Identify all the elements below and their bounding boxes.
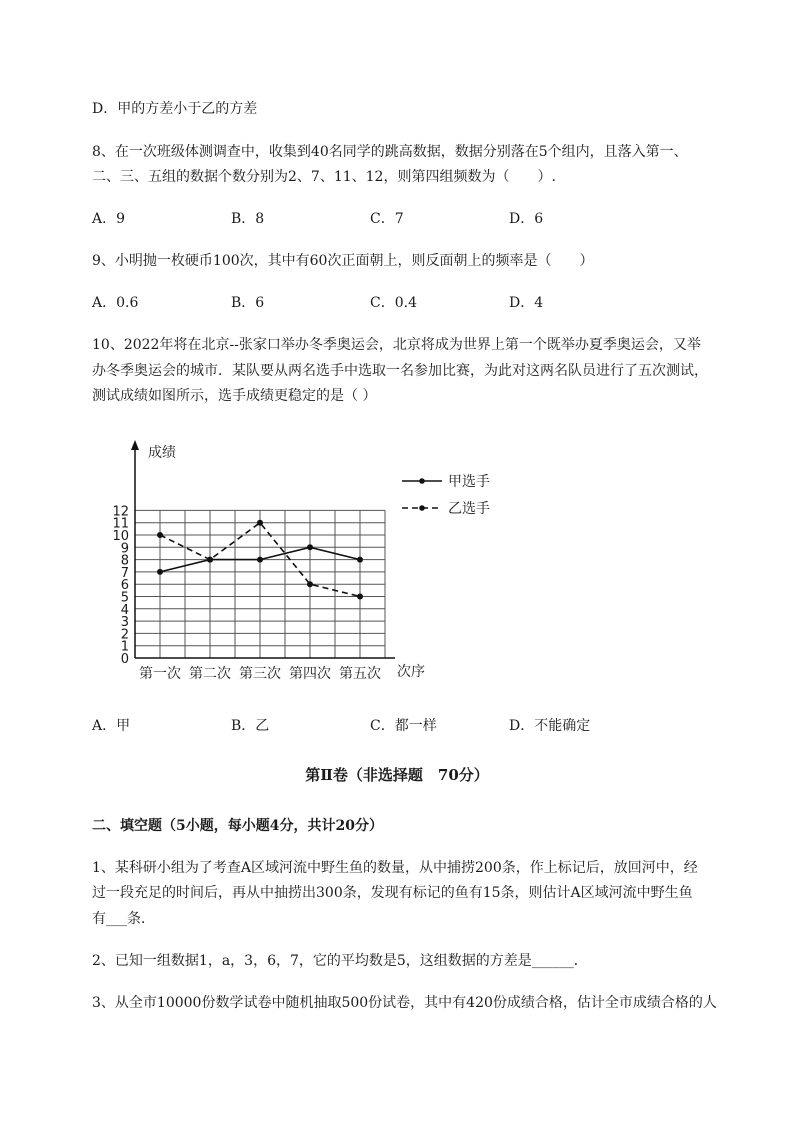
fill-q1-line-3: 有___条． bbox=[92, 911, 155, 927]
data-point bbox=[157, 532, 163, 538]
legend-marker bbox=[419, 478, 425, 484]
q10-option-b: B．乙 bbox=[231, 718, 270, 734]
fill-q3-line-1: 3、从全市10000份数学试卷中随机抽取500份试卷，其中有420份成绩合格，估计全市成绩合格的人 bbox=[92, 995, 717, 1011]
x-tick-label: 第五次 bbox=[339, 666, 381, 682]
y-tick-label: 11 bbox=[112, 516, 129, 532]
q10-line-1: 10、2022年将在北京--张家口举办冬季奥运会，北京将成为世界上第一个既举办夏季奥运会，又举 bbox=[92, 337, 701, 353]
q8-option-c: C．7 bbox=[370, 211, 404, 227]
y-tick-label: 6 bbox=[120, 578, 129, 594]
q9-option-d: D．4 bbox=[509, 295, 544, 311]
y-tick-label: 2 bbox=[120, 627, 129, 643]
q9-line-1: 9、小明抛一枚硬币100次，其中有60次正面朝上，则反面朝上的频率是（ ） bbox=[92, 253, 594, 269]
q10-option-d: D．不能确定 bbox=[509, 718, 591, 734]
y-tick-label: 7 bbox=[120, 565, 129, 581]
q8-line-1: 8、在一次班级体测调查中，收集到40名同学的跳高数据，数据分别落在5个组内，且落入第一、 bbox=[92, 144, 688, 160]
fill-in-heading: 二、填空题（5小题，每小题4分，共计20分） bbox=[92, 818, 383, 834]
x-tick-label: 第一次 bbox=[139, 666, 181, 682]
data-point bbox=[307, 544, 313, 550]
y-tick-label: 9 bbox=[120, 541, 129, 557]
q10-option-a: A．甲 bbox=[92, 718, 131, 734]
y-tick-label: 8 bbox=[120, 553, 129, 569]
data-point bbox=[257, 520, 263, 526]
fill-q1-line-1: 1、某科研小组为了考查A区域河流中野生鱼的数量，从中捕捞200条，作上标记后，放回河中，经 bbox=[92, 860, 698, 876]
q8-option-d: D．6 bbox=[509, 211, 544, 227]
data-point bbox=[307, 581, 313, 587]
q9-option-a: A．0.6 bbox=[92, 295, 139, 311]
q8-line-2: 二、三、五组的数据个数分别为2、7、11、12，则第四组频数为（ ）. bbox=[92, 169, 556, 185]
y-tick-label: 1 bbox=[120, 639, 129, 655]
y-tick-label: 12 bbox=[112, 504, 129, 520]
y-tick-label: 5 bbox=[120, 590, 129, 606]
x-tick-label: 第三次 bbox=[239, 666, 281, 682]
q8-option-a: A．9 bbox=[92, 211, 126, 227]
section-2-title: 第Ⅱ卷（非选择题 70分） bbox=[305, 766, 489, 784]
legend-marker bbox=[419, 505, 425, 511]
x-tick-label: 第四次 bbox=[289, 666, 331, 682]
y-axis-arrow bbox=[131, 440, 139, 450]
data-point bbox=[357, 594, 363, 600]
y-axis-label: 成绩 bbox=[148, 445, 176, 461]
q10-option-c: C．都一样 bbox=[370, 718, 437, 734]
legend-label: 乙选手 bbox=[448, 501, 490, 517]
data-point bbox=[357, 557, 363, 563]
y-tick-label: 3 bbox=[120, 615, 129, 631]
data-point bbox=[157, 569, 163, 575]
y-tick-label: 0 bbox=[120, 652, 129, 667]
q8-option-b: B．8 bbox=[231, 211, 265, 227]
q10-line-3: 测试成绩如图所示，选手成绩更稳定的是（ ） bbox=[92, 388, 377, 404]
score-line-chart bbox=[110, 438, 490, 688]
x-tick-label: 第二次 bbox=[189, 666, 231, 682]
data-point bbox=[257, 557, 263, 563]
fill-q1-line-2: 过一段充足的时间后，再从中抽捞出300条，发现有标记的鱼有15条，则估计A区域河流中野生鱼 bbox=[92, 885, 693, 901]
y-tick-label: 10 bbox=[112, 529, 129, 544]
x-axis-label: 次序 bbox=[397, 664, 425, 680]
data-point bbox=[207, 557, 213, 563]
q10-line-2: 办冬季奥运会的城市．某队要从两名选手中选取一名参加比赛，为此对这两名队员进行了五次测试， bbox=[92, 363, 708, 379]
q9-option-b: B．6 bbox=[231, 295, 265, 311]
y-tick-label: 4 bbox=[120, 602, 129, 618]
fill-q2-line-1: 2、已知一组数据1，a，3，6，7，它的平均数是5，这组数据的方差是______． bbox=[92, 953, 588, 969]
q7-option-d: D．甲的方差小于乙的方差 bbox=[92, 101, 258, 117]
legend-label: 甲选手 bbox=[448, 474, 490, 490]
q9-option-c: C．0.4 bbox=[370, 295, 417, 311]
